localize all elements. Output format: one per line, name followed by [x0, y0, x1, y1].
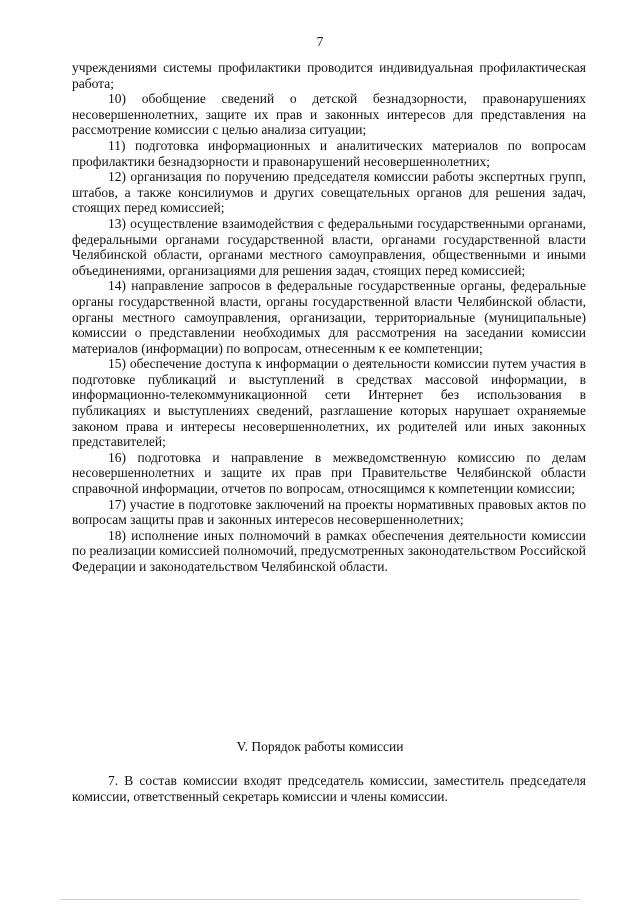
paragraph-item-17: 17) участие в подготовке заключений на проекты нормативных правовых актов по вопросам защиты прав и законных интересов несовершеннолетних; — [72, 496, 586, 528]
paragraph-item-14: 14) направление запросов в федеральные государственные органы, федеральные органы государственной власти, органы государственной власти Челябинской области, органы местного самоуправления, организации, территориальные (муниципальные) комиссии о представлении необходимых для рассмотрения на заседании комиссии материалов (информации) по вопросам, отнесенным к ее компетенции; — [72, 278, 586, 356]
paragraph-item-7: 7. В состав комиссии входят председатель комиссии, заместитель председателя комиссии, ответственный секретарь комиссии и члены комиссии. — [72, 773, 586, 804]
paragraph-item-13: 13) осуществление взаимодействия с федеральными государственными органами, федеральными органами государственной власти, органами государственной власти Челябинской области, органами местного самоуправления, общественными и иными объединениями, организациями для решения задач, стоящих перед комиссией; — [72, 215, 586, 278]
paragraph-item-11: 11) подготовка информационных и аналитических материалов по вопросам профилактики безнадзорности и правонарушений несовершеннолетних; — [72, 137, 586, 169]
paragraph-item-12: 12) организация по поручению председателя комиссии работы экспертных групп, штабов, а также консилиумов и других совещательных органов для решения задач, стоящих перед комиссией; — [72, 169, 586, 216]
section-heading: V. Порядок работы комиссии — [236, 739, 404, 754]
paragraph-item-10: 10) обобщение сведений о детской безнадзорности, правонарушениях несовершеннолетних, защите их прав и законных интересов для представления на рассмотрение комиссии с целью анализа ситуации; — [72, 91, 586, 138]
paragraph-continuation: учреждениями системы профилактики проводится индивидуальная профилактическая работа; — [72, 60, 586, 91]
document-body — [72, 60, 586, 575]
paragraph-item-18: 18) исполнение иных полномочий в рамках обеспечения деятельности комиссии по реализации комиссией полномочий, предусмотренных законодательством Российской Федерации и законодательством Челябинской области. — [72, 527, 586, 574]
page-number: 7 — [316, 34, 324, 49]
paragraph-item-15: 15) обеспечение доступа к информации о деятельности комиссии путем участия в подготовке публикаций и выступлений в средствах массовой информации, в информационно-телекоммуникационной сети Интернет без использования в публикациях и выступлениях сведений, разглашение которых нарушает охраняемые законом права и интересы несовершеннолетних, их родителей или иных законных представителей; — [72, 356, 586, 450]
section-body — [72, 773, 586, 804]
page-bottom-edge — [60, 899, 580, 900]
paragraph-item-16: 16) подготовка и направление в межведомственную комиссию по делам несовершеннолетних и защите их прав при Правительстве Челябинской области справочной информации, отчетов по вопросам, относящимся к компетенции комиссии; — [72, 449, 586, 497]
